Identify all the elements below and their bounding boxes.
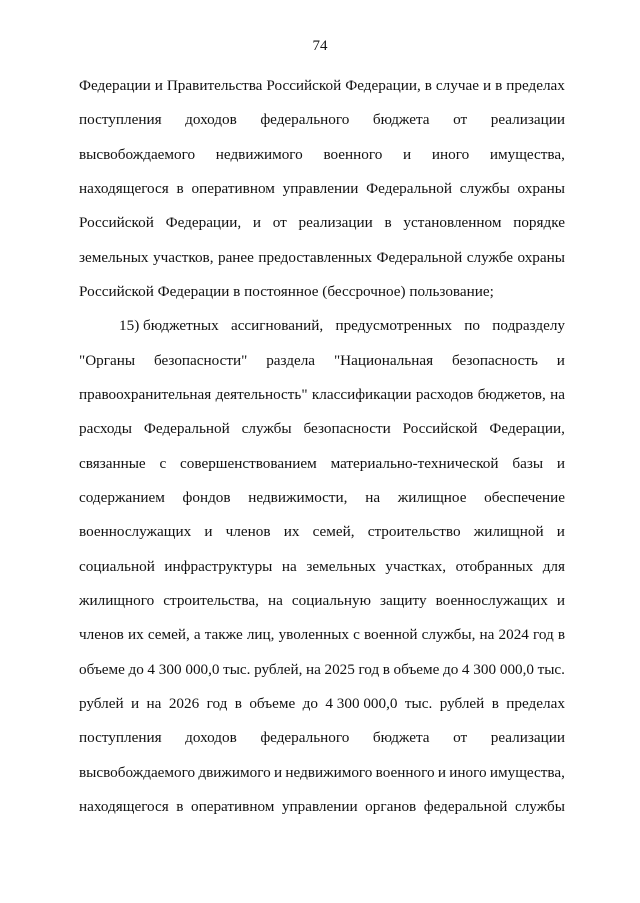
- text-word: иного: [449, 763, 487, 781]
- text-word: объеме: [79, 660, 125, 678]
- text-word: Правительства: [166, 77, 263, 94]
- text-word: расходы: [79, 420, 132, 438]
- text-word: и: [556, 591, 565, 609]
- text-word: с: [353, 626, 360, 644]
- text-word: год: [532, 626, 554, 644]
- text-word: в: [557, 626, 565, 644]
- text-word: рублей: [439, 694, 485, 712]
- text-word: на: [281, 557, 297, 575]
- text-word: оперативном: [191, 179, 275, 197]
- text-word: Федерации,: [165, 214, 242, 232]
- text-word: находящегося: [79, 797, 169, 815]
- text-word: "Органы: [79, 351, 136, 369]
- text-word: участках,: [385, 557, 447, 575]
- text-word: высвобождаемого: [79, 763, 196, 781]
- text-word: правоохранительная: [79, 385, 212, 403]
- text-word: и: [556, 351, 565, 369]
- text-word: от: [272, 214, 287, 232]
- text-word: службы,: [421, 626, 476, 644]
- text-word: Федерации,: [489, 420, 565, 438]
- text-word: совершенствованием: [180, 454, 317, 472]
- text-line: [79, 280, 565, 314]
- text-word: в: [234, 694, 242, 712]
- text-word: семей,: [147, 626, 190, 644]
- text-line: [79, 623, 565, 657]
- text-line: [79, 177, 565, 211]
- text-word: от: [453, 111, 468, 129]
- text-word: социальной: [79, 557, 155, 575]
- text-word: от: [453, 729, 468, 747]
- text-word: на: [550, 385, 565, 403]
- text-word: в: [424, 77, 432, 94]
- text-word: и: [204, 523, 213, 541]
- text-word: иного: [431, 145, 470, 163]
- text-word: и: [437, 763, 446, 781]
- text-word: Российской: [402, 420, 478, 438]
- text-word: на: [479, 626, 495, 644]
- text-word: и: [154, 77, 163, 94]
- text-word: на: [146, 694, 162, 712]
- text-line: [79, 658, 565, 692]
- text-word: и: [252, 214, 261, 232]
- text-word: рублей,: [254, 660, 303, 678]
- text-line: [79, 726, 565, 760]
- text-word: федеральной: [423, 797, 508, 815]
- text-word: службы: [241, 420, 292, 438]
- text-word: защиту: [379, 591, 427, 609]
- text-line: [79, 520, 565, 554]
- text-word: недвижимого: [285, 763, 373, 781]
- text-word: расходов: [415, 385, 474, 403]
- text-word: фондов: [182, 488, 231, 506]
- text-word: классификации: [311, 385, 412, 403]
- text-word: с: [159, 454, 167, 472]
- text-word: Федеральной: [143, 420, 230, 438]
- text-word: членов: [225, 523, 271, 541]
- text-word: тыс.: [404, 694, 433, 712]
- text-line: [79, 761, 565, 795]
- text-word: на: [267, 591, 283, 609]
- text-line: [79, 417, 565, 451]
- text-word: в: [176, 179, 184, 197]
- text-word: службы: [514, 797, 565, 815]
- text-word: связанные: [79, 454, 146, 472]
- text-word: год: [358, 660, 380, 678]
- text-word: в: [495, 77, 503, 94]
- text-word: Федеральной: [366, 179, 453, 197]
- text-word: и: [556, 523, 565, 541]
- text-word: также: [204, 626, 243, 644]
- text-word: оперативном: [190, 797, 275, 815]
- text-word: в: [491, 694, 499, 712]
- text-word: жилищное: [397, 488, 467, 506]
- text-line: [79, 108, 565, 142]
- text-word: на: [306, 660, 321, 678]
- text-word: уволенных: [278, 626, 350, 644]
- text-line: [79, 211, 565, 245]
- text-word: их: [127, 626, 144, 644]
- text-word: 2025: [324, 660, 355, 678]
- text-word: охраны: [517, 248, 565, 266]
- text-word: предусмотренных: [335, 317, 452, 335]
- text-word: Федерации,: [345, 77, 421, 94]
- text-word: тыс.: [223, 660, 251, 678]
- text-word: имущества,: [489, 763, 565, 781]
- text-word: отобранных: [455, 557, 534, 575]
- text-line: [79, 143, 565, 177]
- text-word: строительства,: [163, 591, 259, 609]
- text-word: Российской Федерации в постоянное (бессрочное) пользование;: [79, 282, 494, 300]
- text-word: службы: [459, 179, 510, 197]
- text-word: пределах: [506, 77, 565, 94]
- text-word: федерального: [260, 729, 350, 747]
- text-word: объеме: [393, 660, 440, 678]
- text-word: по: [464, 317, 480, 335]
- text-word: поступления: [79, 729, 162, 747]
- text-word: военнослужащих: [435, 591, 548, 609]
- text-word: 4 300 000,0: [147, 660, 220, 678]
- text-word: их: [283, 523, 300, 541]
- text-word: раздела: [266, 351, 316, 369]
- text-word: 4 300 000,0: [461, 660, 535, 678]
- text-line: [79, 555, 565, 589]
- text-line: [79, 74, 565, 108]
- text-word: 2024: [498, 626, 529, 644]
- text-word: военной: [363, 626, 418, 644]
- text-word: в: [176, 797, 184, 815]
- text-word: лиц,: [246, 626, 275, 644]
- text-word: материально-технической: [330, 454, 499, 472]
- text-word: на: [365, 488, 381, 506]
- text-word: в: [382, 660, 390, 678]
- text-word: год: [206, 694, 228, 712]
- text-word: Федерации: [79, 77, 151, 94]
- text-word: подразделу: [492, 317, 565, 335]
- text-line: [79, 692, 565, 726]
- text-line: [79, 589, 565, 623]
- text-word: имущества,: [489, 145, 565, 163]
- text-word: а: [193, 626, 201, 644]
- text-word: поступления: [79, 111, 162, 129]
- document-body: [79, 74, 565, 829]
- text-word: федерального: [260, 111, 350, 129]
- text-line: [79, 383, 565, 417]
- text-word: строительство: [367, 523, 461, 541]
- text-word: недвижимого: [215, 145, 303, 163]
- text-word: недвижимости,: [248, 488, 348, 506]
- text-word: до: [128, 660, 144, 678]
- text-word: "Национальная: [333, 351, 434, 369]
- text-word: базы: [512, 454, 544, 472]
- text-word: безопасности": [153, 351, 248, 369]
- text-word: 15) бюджетных: [119, 317, 219, 335]
- text-word: реализации: [490, 111, 565, 129]
- text-word: жилищного: [79, 591, 155, 609]
- text-line: [79, 246, 565, 280]
- text-word: и: [556, 454, 565, 472]
- text-word: до: [442, 660, 459, 678]
- text-word: движимого: [198, 763, 271, 781]
- text-word: высвобождаемого: [79, 145, 196, 163]
- text-word: земельных: [306, 557, 376, 575]
- text-word: Федеральной: [376, 248, 463, 266]
- text-word: семей,: [312, 523, 355, 541]
- page-number: 74: [312, 38, 328, 54]
- text-word: предоставленных: [258, 248, 372, 266]
- text-word: деятельность": [215, 385, 308, 403]
- text-word: военнослужащих: [79, 523, 192, 541]
- text-word: объеме: [249, 694, 296, 712]
- text-word: безопасности: [303, 420, 391, 438]
- text-word: социальную: [291, 591, 371, 609]
- text-line: [79, 795, 565, 829]
- text-word: военного: [375, 763, 435, 781]
- text-line: [79, 314, 565, 348]
- text-word: для: [542, 557, 565, 575]
- text-word: пределах: [506, 694, 565, 712]
- text-word: доходов: [185, 729, 237, 747]
- text-word: службе: [466, 248, 514, 266]
- text-word: 4 300 000,0: [325, 694, 398, 712]
- text-word: доходов: [185, 111, 237, 129]
- text-word: членов: [79, 626, 124, 644]
- text-word: рублей: [79, 694, 124, 712]
- text-word: в: [384, 214, 392, 232]
- text-word: управлении: [281, 797, 358, 815]
- text-line: [79, 452, 565, 486]
- text-word: 2026: [168, 694, 200, 712]
- text-word: до: [302, 694, 318, 712]
- text-word: случае: [435, 77, 479, 94]
- text-word: и: [131, 694, 140, 712]
- text-word: Российской: [266, 77, 342, 94]
- text-word: охраны: [517, 179, 565, 197]
- text-word: тыс.: [537, 660, 565, 678]
- text-word: земельных: [79, 248, 149, 266]
- text-word: установленном: [403, 214, 502, 232]
- text-word: и: [403, 145, 412, 163]
- text-word: бюджетов,: [477, 385, 546, 403]
- text-word: содержанием: [79, 488, 165, 506]
- text-word: органов: [365, 797, 417, 815]
- text-word: жилищной: [473, 523, 544, 541]
- text-word: порядке: [513, 214, 565, 232]
- text-line: [79, 486, 565, 520]
- text-word: и: [482, 77, 492, 94]
- text-word: инфраструктуры: [164, 557, 273, 575]
- text-word: реализации: [298, 214, 373, 232]
- text-word: бюджета: [372, 729, 430, 747]
- text-word: военного: [323, 145, 383, 163]
- text-word: управлении: [282, 179, 359, 197]
- text-word: ассигнований,: [230, 317, 324, 335]
- text-word: ранее: [217, 248, 254, 266]
- text-line: [79, 349, 565, 383]
- text-word: безопасность: [451, 351, 538, 369]
- text-word: реализации: [490, 729, 565, 747]
- text-word: и: [273, 763, 283, 781]
- text-word: находящегося: [79, 179, 169, 197]
- text-word: обеспечение: [484, 488, 565, 506]
- text-word: бюджета: [372, 111, 430, 129]
- text-word: Российской: [79, 214, 154, 232]
- text-word: участков,: [152, 248, 214, 266]
